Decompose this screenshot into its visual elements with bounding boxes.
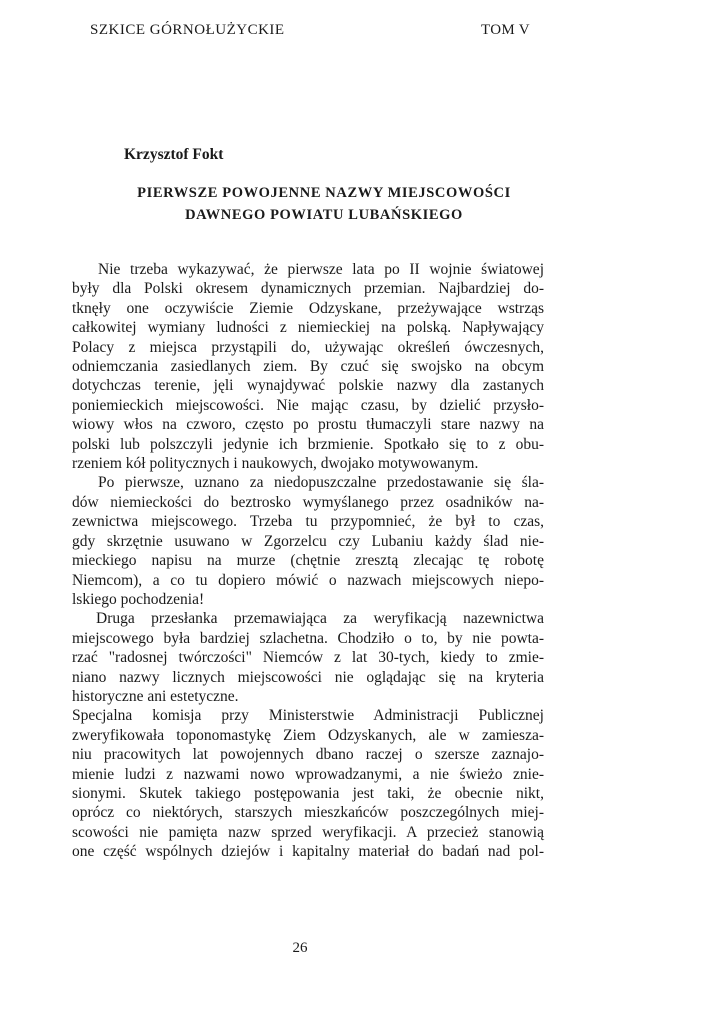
body-line: lskiego pochodzenia! — [72, 590, 205, 608]
body-line: Po pierwsze, uznano za niedopuszczalne przedostawanie się śla- — [98, 474, 544, 492]
body-line: zweryfikowała toponomastykę Ziem Odzyskanych, ale w zamiesza- — [72, 726, 544, 744]
body-line: polski lub polszczyli jedynie ich brzmienie. Spotkało się to z obu- — [72, 435, 544, 453]
body-line: dów niemieckości do beztrosko wymyślanego przez osadników na- — [72, 493, 544, 511]
body-line: Niemcom), a co tu dopiero mówić o nazwach miejscowych niepo- — [72, 571, 544, 589]
body-line: mieckiego napisu na murze (chętnie zresztą zlecając tę robotę — [72, 552, 544, 570]
body-line: wiowy włos na czworo, często po prostu tłumaczyli stare nazwy na — [72, 416, 544, 434]
body-line: Nie trzeba wykazywać, że pierwsze lata po II wojnie światowej — [98, 261, 544, 278]
article-title-line: PIERWSZE POWOJENNE NAZWY MIEJSCOWOŚCI — [137, 185, 511, 201]
body-line: odniemczania zasiedlanych ziem. By czuć się swojsko na obcym — [72, 358, 544, 376]
body-line: Polacy z miejsca przystąpili do, używając określeń ówczesnych, — [72, 338, 544, 356]
body-line: niu pracowitych lat powojennych dbano raczej o szersze zaznajo- — [72, 746, 544, 764]
body-line: mienie ludzi z nazwami nowo wprowadzanymi, a nie świeżo znie- — [72, 765, 544, 783]
article-body — [72, 260, 544, 862]
body-line: gdy skrzętnie usuwano w Zgorzelcu czy Lubaniu każdy ślad nie- — [72, 532, 544, 550]
running-head-journal: SZKICE GÓRNOŁUŻYCKIE — [90, 22, 285, 38]
page-number: 26 — [292, 940, 308, 956]
body-line: Specjalna komisja przy Ministerstwie Administracji Publicznej — [72, 707, 544, 725]
body-line: całkowitej wymiany ludności z niemieckiej na polską. Napływający — [72, 319, 544, 337]
body-line: niano nazwy licznych miejscowości nie oglądając się na kryteria — [72, 668, 544, 686]
body-line: sionymi. Skutek takiego postępowania jest taki, że obecnie nikt, — [72, 784, 544, 802]
body-line: były dla Polski okresem dynamicznych przemian. Najbardziej do- — [72, 280, 544, 298]
body-line: dotychczas terenie, jęli wynajdywać polskie nazwy dla zastanych — [72, 377, 544, 395]
article-title — [84, 182, 564, 226]
running-head-volume: TOM V — [481, 22, 530, 38]
article-title-line: DAWNEGO POWIATU LUBAŃSKIEGO — [185, 207, 463, 223]
body-line: scowości nie pamięta nazw sprzed weryfikacji. A przecież stanowią — [72, 823, 544, 841]
body-line: oprócz co niektórych, starszych mieszkańców poszczególnych miej- — [72, 804, 544, 822]
body-line: rzać "radosnej twórczości" Niemców z lat 30-tych, kiedy to zmie- — [72, 649, 544, 667]
body-line: miejscowego była bardziej szlachetna. Chodziło o to, by nie powta- — [72, 629, 544, 647]
body-line: zewnictwa miejscowego. Trzeba tu przypomnieć, że był to czas, — [72, 513, 544, 531]
body-line: tknęły one oczywiście Ziemie Odzyskane, przeżywające wstrząs — [72, 299, 544, 317]
article-author: Krzysztof Fokt — [124, 146, 224, 163]
body-line: Druga przesłanka przemawiająca za weryfikacją nazewnictwa — [96, 610, 544, 628]
body-line: one część wspólnych dziejów i kapitalny materiał do badań nad pol- — [72, 843, 544, 861]
body-line: rzeniem kół politycznych i naukowych, dwojako motywowanym. — [72, 455, 479, 473]
body-line: poniemieckich miejscowości. Nie mając czasu, by dzielić przysło- — [72, 396, 544, 414]
body-line: historyczne ani estetyczne. — [72, 687, 239, 705]
